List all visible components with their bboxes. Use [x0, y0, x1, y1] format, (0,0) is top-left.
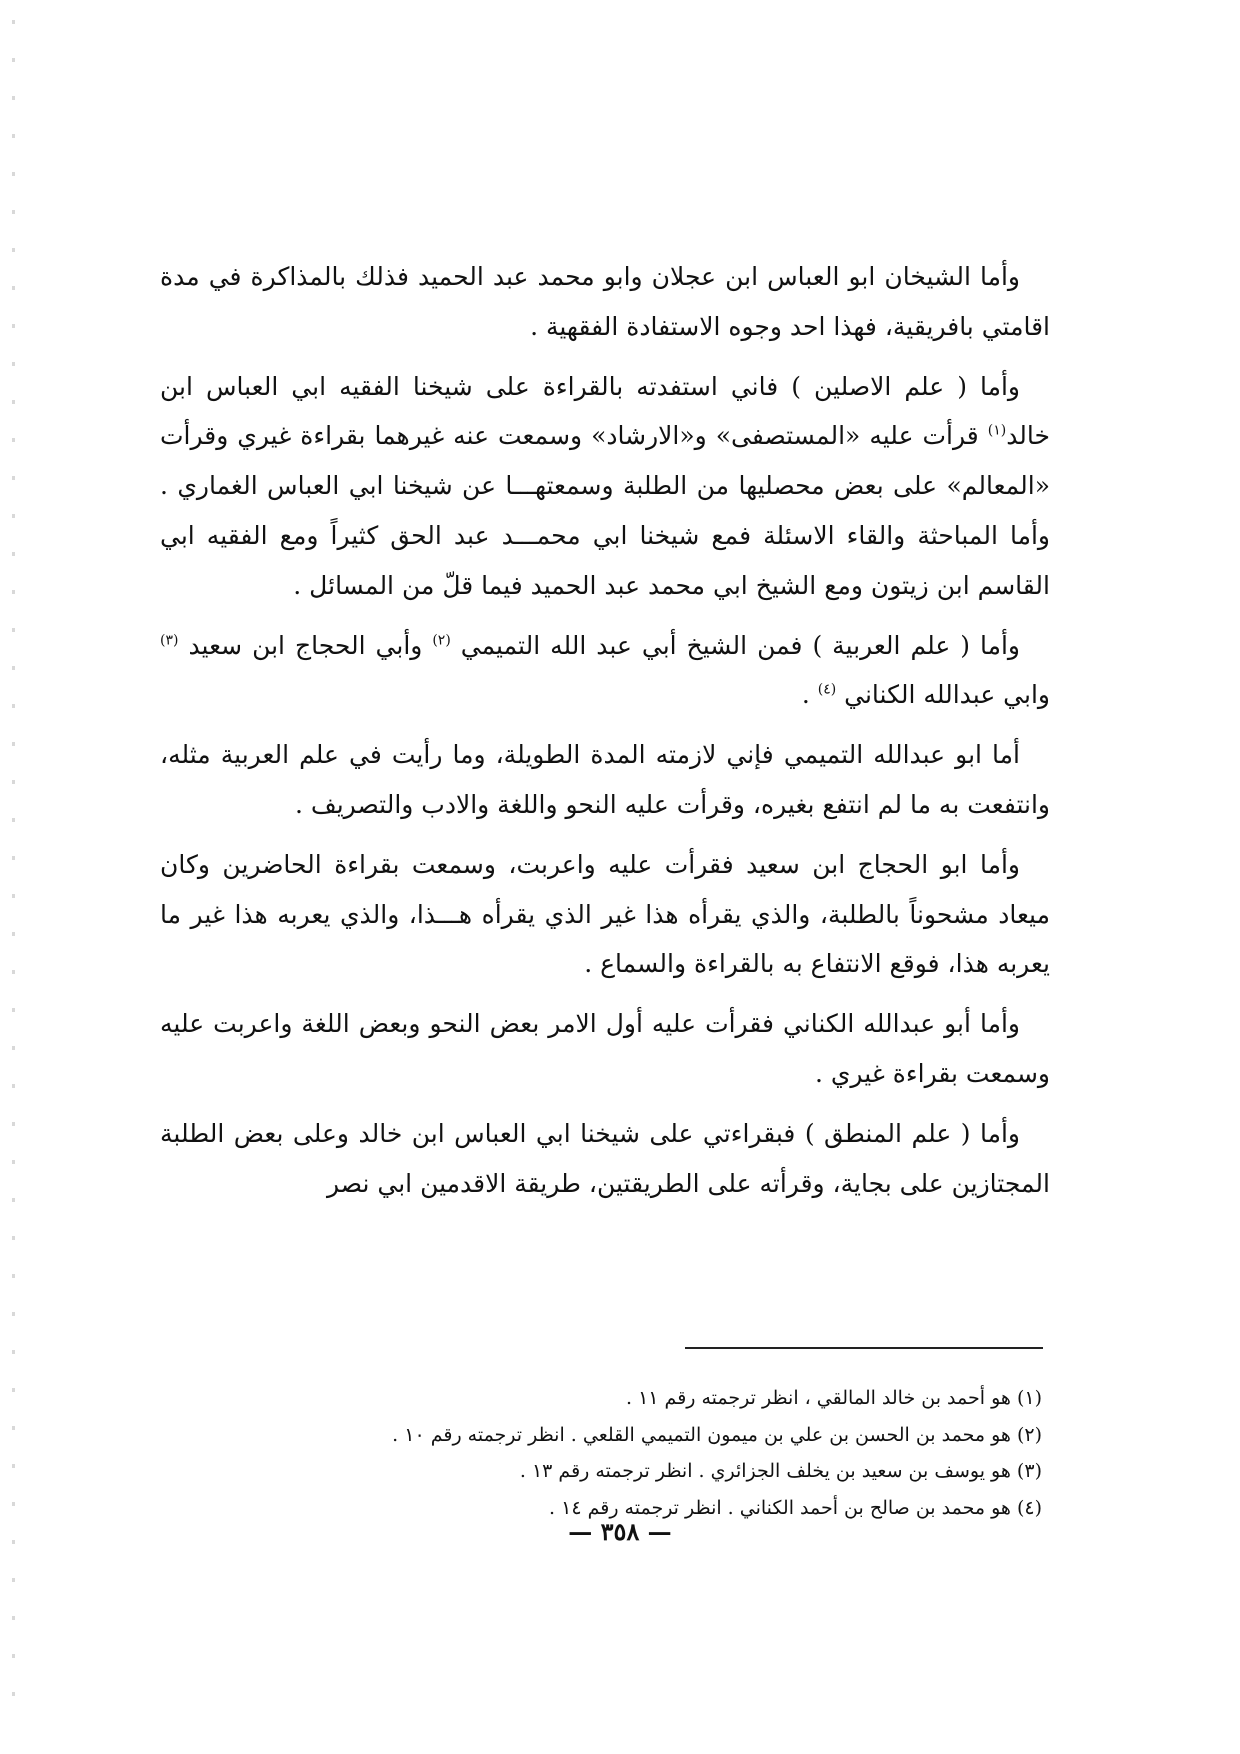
- footnote-1: (١) هو أحمد بن خالد المالقي ، انظر ترجمته رقم ١١ .: [626, 1387, 1042, 1409]
- paragraph-2-start: وأما ( علم الاصلين ) فاني استفدته بالقراءة على شيخنا الفقيه ابي العباس ابن خالد: [160, 371, 1050, 451]
- paragraph-2-rest: قرأت عليه «المستصفى» و«الارشاد» وسمعت عنه غيرهما بقراءة غيري وقرأت «المعالم» على بعض محصليها من الطلبة وسمعتهـــا عن شيخنا ابي العباس الغماري . وأما المباحثة والقاء الاسئلة فمع شيخنا ابي محمـــد عبد الحق كثيراً ومع الفقيه ابي القاسم ابن زيتون ومع الشيخ ابي محمد عبد الحميد فيما قلّ من المسائل .: [160, 421, 1050, 600]
- paragraph-3-mid-2: وابي عبدالله الكناني: [844, 680, 1050, 710]
- scan-edge-marks: [12, 20, 15, 1720]
- paragraph-6: وأما أبو عبدالله الكناني فقرأت عليه أول الامر بعض النحو وبعض اللغة واعربت عليه وسمعت بقراءة غيري .: [160, 1009, 1050, 1088]
- paragraph-7: وأما ( علم المنطق ) فبقراءتي على شيخنا ابي العباس ابن خالد وعلى بعض الطلبة المجتازين على بجاية، وقرأته على الطريقتين، طريقة الاقدمين ابي نصر: [160, 1118, 1050, 1198]
- footnote-4: (٤) هو محمد بن صالح بن أحمد الكناني . انظر ترجمته رقم ١٤ .: [549, 1496, 1042, 1519]
- footnote-ref-4[interactable]: (٤): [817, 682, 837, 699]
- footnote-ref-2[interactable]: (٢): [432, 632, 451, 649]
- footnote-ref-3[interactable]: (٣): [160, 632, 179, 649]
- footnote-ref-1[interactable]: (١): [987, 423, 1007, 440]
- paragraph-4: أما ابو عبدالله التميمي فإني لازمته المدة الطويلة، وما رأيت في علم العربية مثله، وانتفعت به ما لم انتفع بغيره، وقرأت عليه النحو واللغة والادب والتصريف .: [160, 740, 1050, 819]
- paragraph-3: [160, 621, 1050, 721]
- paragraph-3-mid-1: وأبي الحجاج ابن سعيد: [188, 630, 423, 660]
- paragraph-1: وأما الشيخان ابو العباس ابن عجلان وابو محمد عبد الحميد فذلك بالمذاكرة في مدة اقامتي بافريقية، فهذا احد وجوه الاستفادة الفقهية .: [160, 262, 1050, 341]
- paragraph-3-start: وأما ( علم العربية ) فمن الشيخ أبي عبد الله التميمي: [460, 630, 1020, 660]
- main-text: [160, 252, 1050, 1218]
- paragraph-3-end: .: [801, 680, 810, 710]
- page-number: — ٣٥٨ —: [568, 1517, 672, 1546]
- paragraph-2: [160, 362, 1050, 611]
- footnote-2: (٢) هو محمد بن الحسن بن علي بن ميمون التميمي القلعي . انظر ترجمته رقم ١٠ .: [392, 1423, 1042, 1446]
- footnote-separator: [685, 1347, 1043, 1349]
- footnotes: [300, 1380, 1042, 1526]
- footnote-3: (٣) هو يوسف بن سعيد بن يخلف الجزائري . انظر ترجمته رقم ١٣ .: [519, 1460, 1042, 1482]
- paragraph-5: وأما ابو الحجاج ابن سعيد فقرأت عليه واعربت، وسمعت بقراءة الحاضرين وكان ميعاد مشحوناً بالطلبة، والذي يقرأه هذا غير الذي يقرأه هـــذا، والذي يعربه هذا غير ما يعربه هذا، فوقع الانتفاع به بالقراءة والسماع .: [160, 849, 1050, 979]
